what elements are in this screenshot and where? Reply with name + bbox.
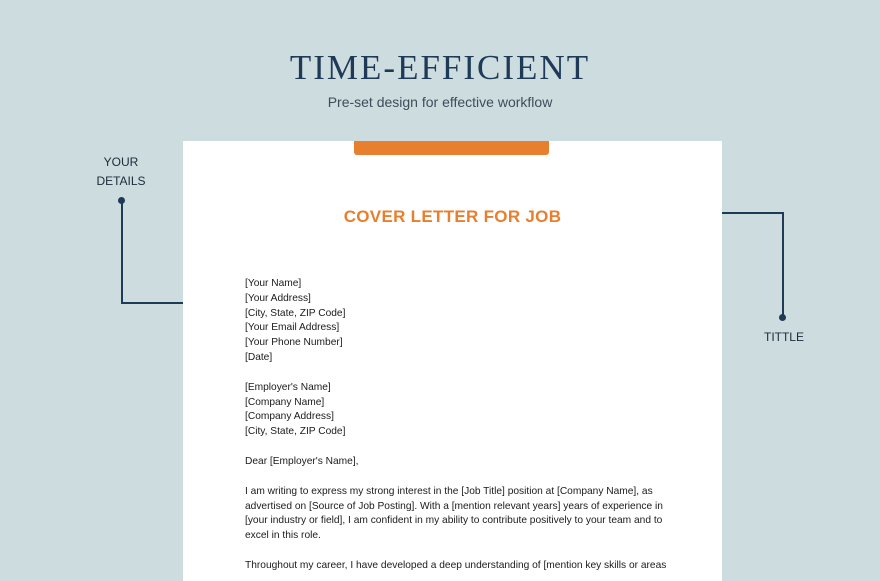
- recipient-block: [245, 381, 665, 440]
- sender-name: [Your Name]: [245, 278, 302, 289]
- paragraph-1: [245, 485, 665, 544]
- sender-address: [Your Address]: [245, 292, 311, 304]
- your-details-callout-label: [92, 153, 150, 191]
- company-city: [City, State, ZIP Code]: [245, 426, 346, 438]
- orange-top-tab: [354, 141, 549, 155]
- headline: TIME-EFFICIENT: [289, 48, 591, 87]
- subheadline: Pre-set design for effective workflow: [327, 94, 553, 110]
- cover-letter-page: [183, 141, 722, 581]
- sender-block: [245, 277, 665, 366]
- letter-date: [Date]: [245, 351, 273, 363]
- sender-phone: [Your Phone Number]: [245, 337, 343, 349]
- paragraph-line: excel in this role.: [245, 530, 321, 542]
- company-address: [Company Address]: [245, 411, 334, 423]
- callout-label-line: YOUR: [103, 155, 139, 169]
- paragraph-line: advertised on [Source of Job Posting]. With a [mention relevant years] years of experience in: [245, 500, 663, 512]
- title-callout-label: TITTLE: [763, 330, 804, 344]
- paragraph-line: I am writing to express my strong interest in the [Job Title] position at [Company Name], as: [245, 485, 653, 497]
- employer-name: [Employer's Name]: [245, 381, 331, 393]
- details-callout-vertical-line: [121, 201, 123, 304]
- paragraph-2: [245, 559, 665, 574]
- title-callout-vertical-line: [782, 212, 784, 317]
- sender-city: [City, State, ZIP Code]: [245, 307, 346, 319]
- callout-label-line: DETAILS: [96, 174, 146, 188]
- sender-email: [Your Email Address]: [245, 322, 340, 334]
- title-callout-dot: [779, 314, 786, 321]
- document-title: COVER LETTER FOR JOB: [343, 207, 562, 226]
- company-name: [Company Name]: [245, 396, 325, 408]
- paragraph-line: [your industry or field], I am confident in my ability to contribute positively to your team and to: [245, 515, 663, 527]
- paragraph-line: Throughout my career, I have developed a deep understanding of [mention key skills or areas: [245, 559, 667, 571]
- letter-body: [245, 277, 665, 574]
- salutation: Dear [Employer's Name],: [245, 455, 359, 467]
